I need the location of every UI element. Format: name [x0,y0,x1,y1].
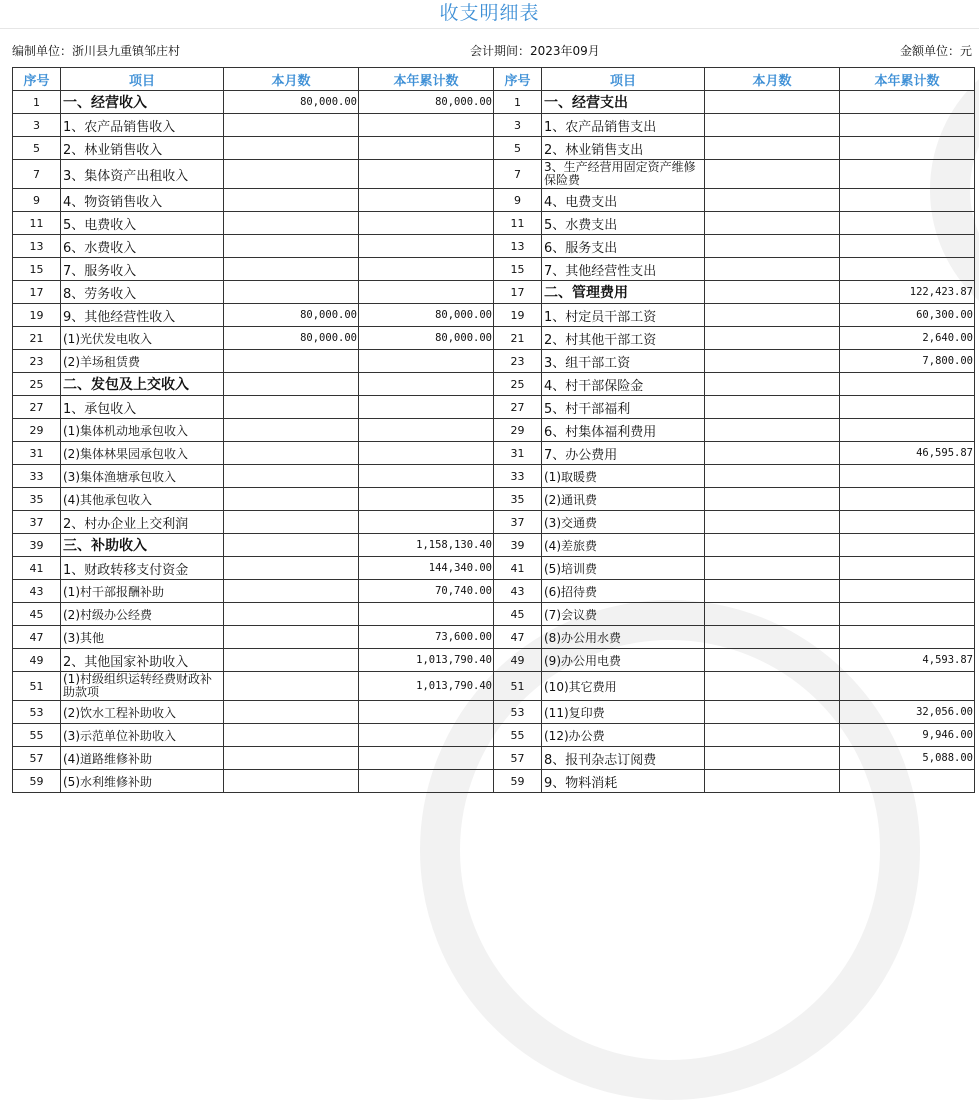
item-right: (8)办公用水费 [542,626,705,649]
table-row [13,327,975,350]
month-amount-left [224,235,359,258]
month-amount-right [705,770,840,793]
ytd-amount-right: 5,088.00 [840,747,975,770]
table-row [13,419,975,442]
item-left: (3)其他 [61,626,224,649]
month-amount-right [705,258,840,281]
ytd-amount-right: 32,056.00 [840,701,975,724]
month-amount-right [705,465,840,488]
month-amount-left [224,770,359,793]
seq-right: 7 [494,160,542,189]
seq-right: 33 [494,465,542,488]
month-amount-left [224,603,359,626]
ytd-amount-left [359,189,494,212]
accounting-period: 会计期间：2023年09月 [470,44,600,58]
table-row [13,281,975,304]
seq-right: 27 [494,396,542,419]
ytd-amount-left: 1,013,790.40 [359,649,494,672]
item-left: 9、其他经营性收入 [61,304,224,327]
ytd-amount-left [359,770,494,793]
item-left: (2)村级办公经费 [61,603,224,626]
ytd-amount-right [840,396,975,419]
item-left: 6、水费收入 [61,235,224,258]
month-amount-left [224,747,359,770]
header-seq-left: 序号 [13,68,61,91]
seq-right: 23 [494,350,542,373]
table-row [13,672,975,701]
header-month-right: 本月数 [705,68,840,91]
item-left: (1)村级组织运转经费财政补助款项 [61,672,224,701]
income-expense-table [12,67,975,793]
seq-right: 37 [494,511,542,534]
table-row [13,396,975,419]
ytd-amount-left [359,747,494,770]
ytd-amount-left [359,114,494,137]
item-left: 二、发包及上交收入 [61,373,224,396]
month-amount-right [705,235,840,258]
item-right: 二、管理费用 [542,281,705,304]
table-row [13,137,975,160]
ytd-amount-right: 4,593.87 [840,649,975,672]
table-row [13,160,975,189]
ytd-amount-right [840,580,975,603]
seq-left: 45 [13,603,61,626]
table-row [13,580,975,603]
header-seq-right: 序号 [494,68,542,91]
ytd-amount-left [359,419,494,442]
month-amount-right [705,114,840,137]
seq-left: 23 [13,350,61,373]
item-left: (2)集体林果园承包收入 [61,442,224,465]
item-right: 6、村集体福利费用 [542,419,705,442]
item-left: 3、集体资产出租收入 [61,160,224,189]
table-row [13,442,975,465]
seq-left: 31 [13,442,61,465]
ytd-amount-left [359,603,494,626]
ytd-amount-right [840,419,975,442]
seq-right: 13 [494,235,542,258]
month-amount-left [224,580,359,603]
item-right: 9、物料消耗 [542,770,705,793]
item-left: (1)村干部报酬补助 [61,580,224,603]
table-header-row [13,68,975,91]
item-right: (9)办公用电费 [542,649,705,672]
month-amount-left [224,672,359,701]
table-row [13,465,975,488]
seq-right: 25 [494,373,542,396]
seq-right: 11 [494,212,542,235]
ytd-amount-left [359,396,494,419]
ytd-amount-right [840,534,975,557]
month-amount-right [705,396,840,419]
item-right: (4)差旅费 [542,534,705,557]
month-amount-left [224,442,359,465]
item-left: 一、经营收入 [61,91,224,114]
ytd-amount-right: 122,423.87 [840,281,975,304]
month-amount-right [705,488,840,511]
month-amount-right [705,747,840,770]
seq-left: 11 [13,212,61,235]
seq-left: 33 [13,465,61,488]
ytd-amount-left [359,701,494,724]
ytd-amount-right [840,212,975,235]
header-ytd-left: 本年累计数 [359,68,494,91]
item-left: 4、物资销售收入 [61,189,224,212]
seq-left: 55 [13,724,61,747]
month-amount-left [224,557,359,580]
table-row [13,747,975,770]
ytd-amount-right: 7,800.00 [840,350,975,373]
table-row [13,701,975,724]
table-row [13,511,975,534]
ytd-amount-right [840,373,975,396]
ytd-amount-left [359,488,494,511]
seq-right: 3 [494,114,542,137]
seq-left: 3 [13,114,61,137]
ytd-amount-right [840,258,975,281]
month-amount-right [705,304,840,327]
item-right: (5)培训费 [542,557,705,580]
ytd-amount-right [840,465,975,488]
seq-left: 15 [13,258,61,281]
seq-right: 21 [494,327,542,350]
item-right: 5、水费支出 [542,212,705,235]
month-amount-left [224,701,359,724]
seq-left: 43 [13,580,61,603]
table-row [13,235,975,258]
item-left: 7、服务收入 [61,258,224,281]
seq-left: 39 [13,534,61,557]
seq-right: 41 [494,557,542,580]
table-row [13,770,975,793]
item-left: 三、补助收入 [61,534,224,557]
month-amount-right [705,137,840,160]
ytd-amount-left [359,511,494,534]
ytd-amount-left [359,442,494,465]
ytd-amount-right: 60,300.00 [840,304,975,327]
header-month-left: 本月数 [224,68,359,91]
item-right: 4、村干部保险金 [542,373,705,396]
seq-left: 35 [13,488,61,511]
item-right: 3、生产经营用固定资产维修保险费 [542,160,705,189]
ytd-amount-left: 70,740.00 [359,580,494,603]
item-right: 4、电费支出 [542,189,705,212]
item-left: (3)示范单位补助收入 [61,724,224,747]
seq-left: 53 [13,701,61,724]
item-left: 2、村办企业上交利润 [61,511,224,534]
month-amount-right [705,91,840,114]
seq-left: 57 [13,747,61,770]
month-amount-right [705,649,840,672]
month-amount-right [705,626,840,649]
month-amount-left [224,511,359,534]
month-amount-left [224,724,359,747]
month-amount-left [224,258,359,281]
table-row [13,114,975,137]
seq-left: 59 [13,770,61,793]
month-amount-left [224,189,359,212]
ytd-amount-left [359,212,494,235]
month-amount-left [224,649,359,672]
item-right: 8、报刊杂志订阅费 [542,747,705,770]
month-amount-right [705,160,840,189]
month-amount-left [224,137,359,160]
ytd-amount-left: 1,158,130.40 [359,534,494,557]
item-left: 1、财政转移支付资金 [61,557,224,580]
seq-left: 51 [13,672,61,701]
month-amount-right [705,701,840,724]
month-amount-right [705,557,840,580]
month-amount-left [224,281,359,304]
seq-right: 43 [494,580,542,603]
ytd-amount-left: 144,340.00 [359,557,494,580]
ytd-amount-right [840,488,975,511]
item-right: 7、其他经营性支出 [542,258,705,281]
item-left: 1、农产品销售收入 [61,114,224,137]
preparing-unit: 编制单位：浙川县九重镇邹庄村 [12,44,181,58]
ytd-amount-right [840,189,975,212]
month-amount-right [705,212,840,235]
item-right: (6)招待费 [542,580,705,603]
seq-left: 29 [13,419,61,442]
month-amount-left [224,160,359,189]
month-amount-left [224,114,359,137]
seq-right: 49 [494,649,542,672]
table-row [13,724,975,747]
page-title: 收支明细表 [439,2,540,24]
item-left: (3)集体渔塘承包收入 [61,465,224,488]
item-right: 3、组干部工资 [542,350,705,373]
item-right: (7)会议费 [542,603,705,626]
item-left: (1)集体机动地承包收入 [61,419,224,442]
seq-left: 1 [13,91,61,114]
seq-right: 47 [494,626,542,649]
item-right: (1)取暖费 [542,465,705,488]
ytd-amount-right [840,511,975,534]
item-right: (2)通讯费 [542,488,705,511]
ytd-amount-right [840,626,975,649]
item-left: (1)光伏发电收入 [61,327,224,350]
month-amount-left [224,465,359,488]
item-left: (2)饮水工程补助收入 [61,701,224,724]
item-left: 2、其他国家补助收入 [61,649,224,672]
currency-unit: 金额单位：元 [899,44,972,58]
ytd-amount-left: 80,000.00 [359,91,494,114]
item-right: 1、农产品销售支出 [542,114,705,137]
month-amount-right [705,672,840,701]
seq-left: 37 [13,511,61,534]
month-amount-right [705,419,840,442]
ytd-amount-right [840,603,975,626]
seq-left: 49 [13,649,61,672]
item-right: (3)交通费 [542,511,705,534]
seq-right: 29 [494,419,542,442]
month-amount-left: 80,000.00 [224,91,359,114]
ytd-amount-right [840,557,975,580]
month-amount-right [705,350,840,373]
item-right: 2、村其他干部工资 [542,327,705,350]
month-amount-left [224,373,359,396]
ytd-amount-right: 46,595.87 [840,442,975,465]
title-divider [0,28,979,29]
seq-left: 27 [13,396,61,419]
month-amount-right [705,189,840,212]
ytd-amount-right: 2,640.00 [840,327,975,350]
seq-right: 55 [494,724,542,747]
item-right: 2、林业销售支出 [542,137,705,160]
seq-right: 17 [494,281,542,304]
month-amount-left [224,419,359,442]
table-row [13,304,975,327]
seq-left: 19 [13,304,61,327]
item-left: 2、林业销售收入 [61,137,224,160]
seq-left: 5 [13,137,61,160]
ytd-amount-left [359,724,494,747]
table-row [13,603,975,626]
item-right: 一、经营支出 [542,91,705,114]
seq-right: 1 [494,91,542,114]
header-item-left: 项目 [61,68,224,91]
month-amount-left [224,212,359,235]
ytd-amount-left: 73,600.00 [359,626,494,649]
item-left: (5)水利维修补助 [61,770,224,793]
table-row [13,626,975,649]
table-row [13,258,975,281]
seq-left: 47 [13,626,61,649]
ytd-amount-left [359,137,494,160]
ytd-amount-right: 9,946.00 [840,724,975,747]
ytd-amount-right [840,91,975,114]
seq-right: 35 [494,488,542,511]
month-amount-left [224,534,359,557]
item-right: (12)办公费 [542,724,705,747]
item-left: 1、承包收入 [61,396,224,419]
seq-right: 31 [494,442,542,465]
item-right: 7、办公费用 [542,442,705,465]
header-ytd-right: 本年累计数 [840,68,975,91]
ytd-amount-left [359,373,494,396]
ytd-amount-left: 80,000.00 [359,304,494,327]
seq-right: 45 [494,603,542,626]
ytd-amount-right [840,672,975,701]
seq-right: 5 [494,137,542,160]
month-amount-left [224,350,359,373]
seq-right: 57 [494,747,542,770]
item-right: 1、村定员干部工资 [542,304,705,327]
ytd-amount-left [359,350,494,373]
month-amount-right [705,442,840,465]
table-row [13,557,975,580]
month-amount-right [705,724,840,747]
item-left: (2)羊场租赁费 [61,350,224,373]
seq-right: 15 [494,258,542,281]
table-row [13,373,975,396]
month-amount-right [705,580,840,603]
item-left: (4)其他承包收入 [61,488,224,511]
item-left: 5、电费收入 [61,212,224,235]
month-amount-left: 80,000.00 [224,327,359,350]
seq-left: 7 [13,160,61,189]
seq-left: 41 [13,557,61,580]
month-amount-left [224,488,359,511]
seq-right: 53 [494,701,542,724]
month-amount-right [705,534,840,557]
item-left: (4)道路维修补助 [61,747,224,770]
table-row [13,189,975,212]
seq-right: 19 [494,304,542,327]
seq-left: 9 [13,189,61,212]
table-row [13,649,975,672]
seq-left: 17 [13,281,61,304]
header-item-right: 项目 [542,68,705,91]
month-amount-left: 80,000.00 [224,304,359,327]
month-amount-right [705,327,840,350]
table-row [13,534,975,557]
seq-right: 59 [494,770,542,793]
ytd-amount-right [840,114,975,137]
seq-right: 51 [494,672,542,701]
item-right: 5、村干部福利 [542,396,705,419]
item-right: (10)其它费用 [542,672,705,701]
seq-right: 9 [494,189,542,212]
item-right: 6、服务支出 [542,235,705,258]
ytd-amount-right [840,160,975,189]
month-amount-left [224,396,359,419]
seq-left: 13 [13,235,61,258]
month-amount-right [705,603,840,626]
ytd-amount-left [359,160,494,189]
ytd-amount-left [359,235,494,258]
item-right: (11)复印费 [542,701,705,724]
table-row [13,212,975,235]
seq-left: 21 [13,327,61,350]
month-amount-right [705,281,840,304]
month-amount-left [224,626,359,649]
ytd-amount-left: 1,013,790.40 [359,672,494,701]
ytd-amount-right [840,235,975,258]
seq-left: 25 [13,373,61,396]
month-amount-right [705,373,840,396]
table-row [13,91,975,114]
table-row [13,350,975,373]
ytd-amount-left [359,281,494,304]
ytd-amount-right [840,137,975,160]
item-left: 8、劳务收入 [61,281,224,304]
seq-right: 39 [494,534,542,557]
table-row [13,488,975,511]
ytd-amount-left [359,258,494,281]
ytd-amount-right [840,770,975,793]
ytd-amount-left [359,465,494,488]
ytd-amount-left: 80,000.00 [359,327,494,350]
month-amount-right [705,511,840,534]
